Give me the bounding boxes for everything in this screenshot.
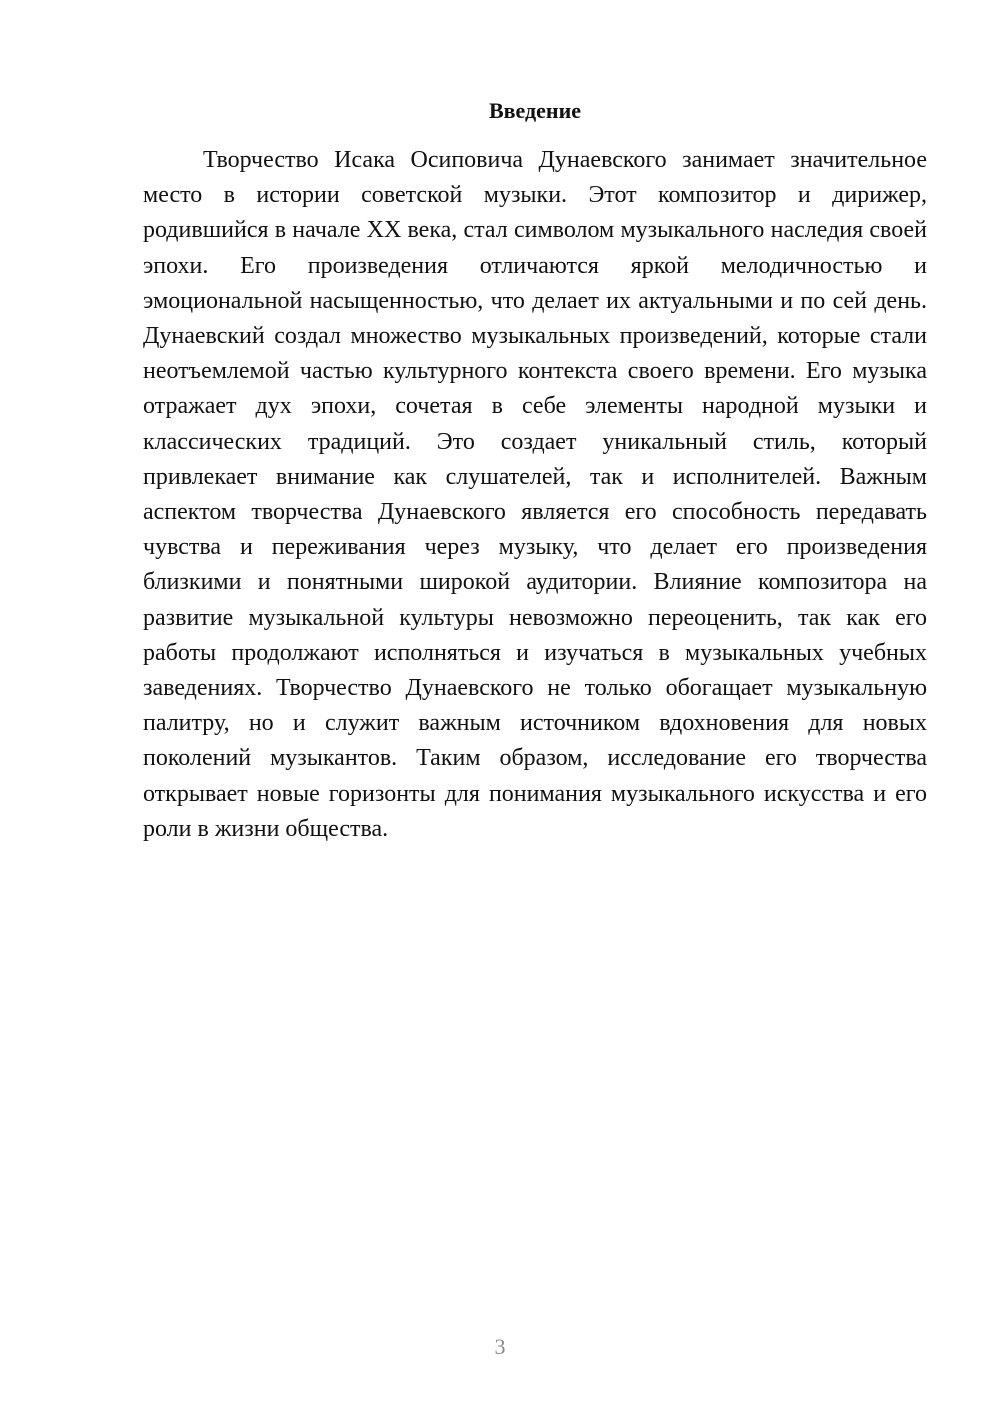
body-paragraph: Творчество Исака Осиповича Дунаевского занимает значительное место в истории советской музыки. Этот композитор и дирижер, родившийся в начале XX века, стал символом музыкального наследия своей эпохи. Его произведения отличаются яркой мелодичностью и эмоциональной насыщенностью, что делает их актуальными и по сей день. Дунаевский создал множество музыкальных произведений, которые стали неотъемлемой частью культурного контекста своего времени. Его музыка отражает дух эпохи, сочетая в себе элементы народной музыки и классических традиций. Это создает уникальный стиль, который привлекает внимание как слушателей, так и исполнителей. Важным аспектом творчества Дунаевского является его способность передавать чувства и переживания через музыку, что делает его произведения близкими и понятными широкой аудитории. Влияние композитора на развитие музыкальной культуры невозможно переоценить, так как его работы продолжают исполняться и изучаться в музыкальных учебных заведениях. Творчество Дунаевского не только обогащает музыкальную палитру, но и служит важным источником вдохновения для новых поколений музыкантов. Таким образом, исследование его творчества открывает новые горизонты для понимания музыкального искусства и его роли в жизни общества. — [143, 147, 927, 842]
page-title: Введение — [488, 98, 582, 123]
page-number: 3 — [494, 1334, 506, 1359]
